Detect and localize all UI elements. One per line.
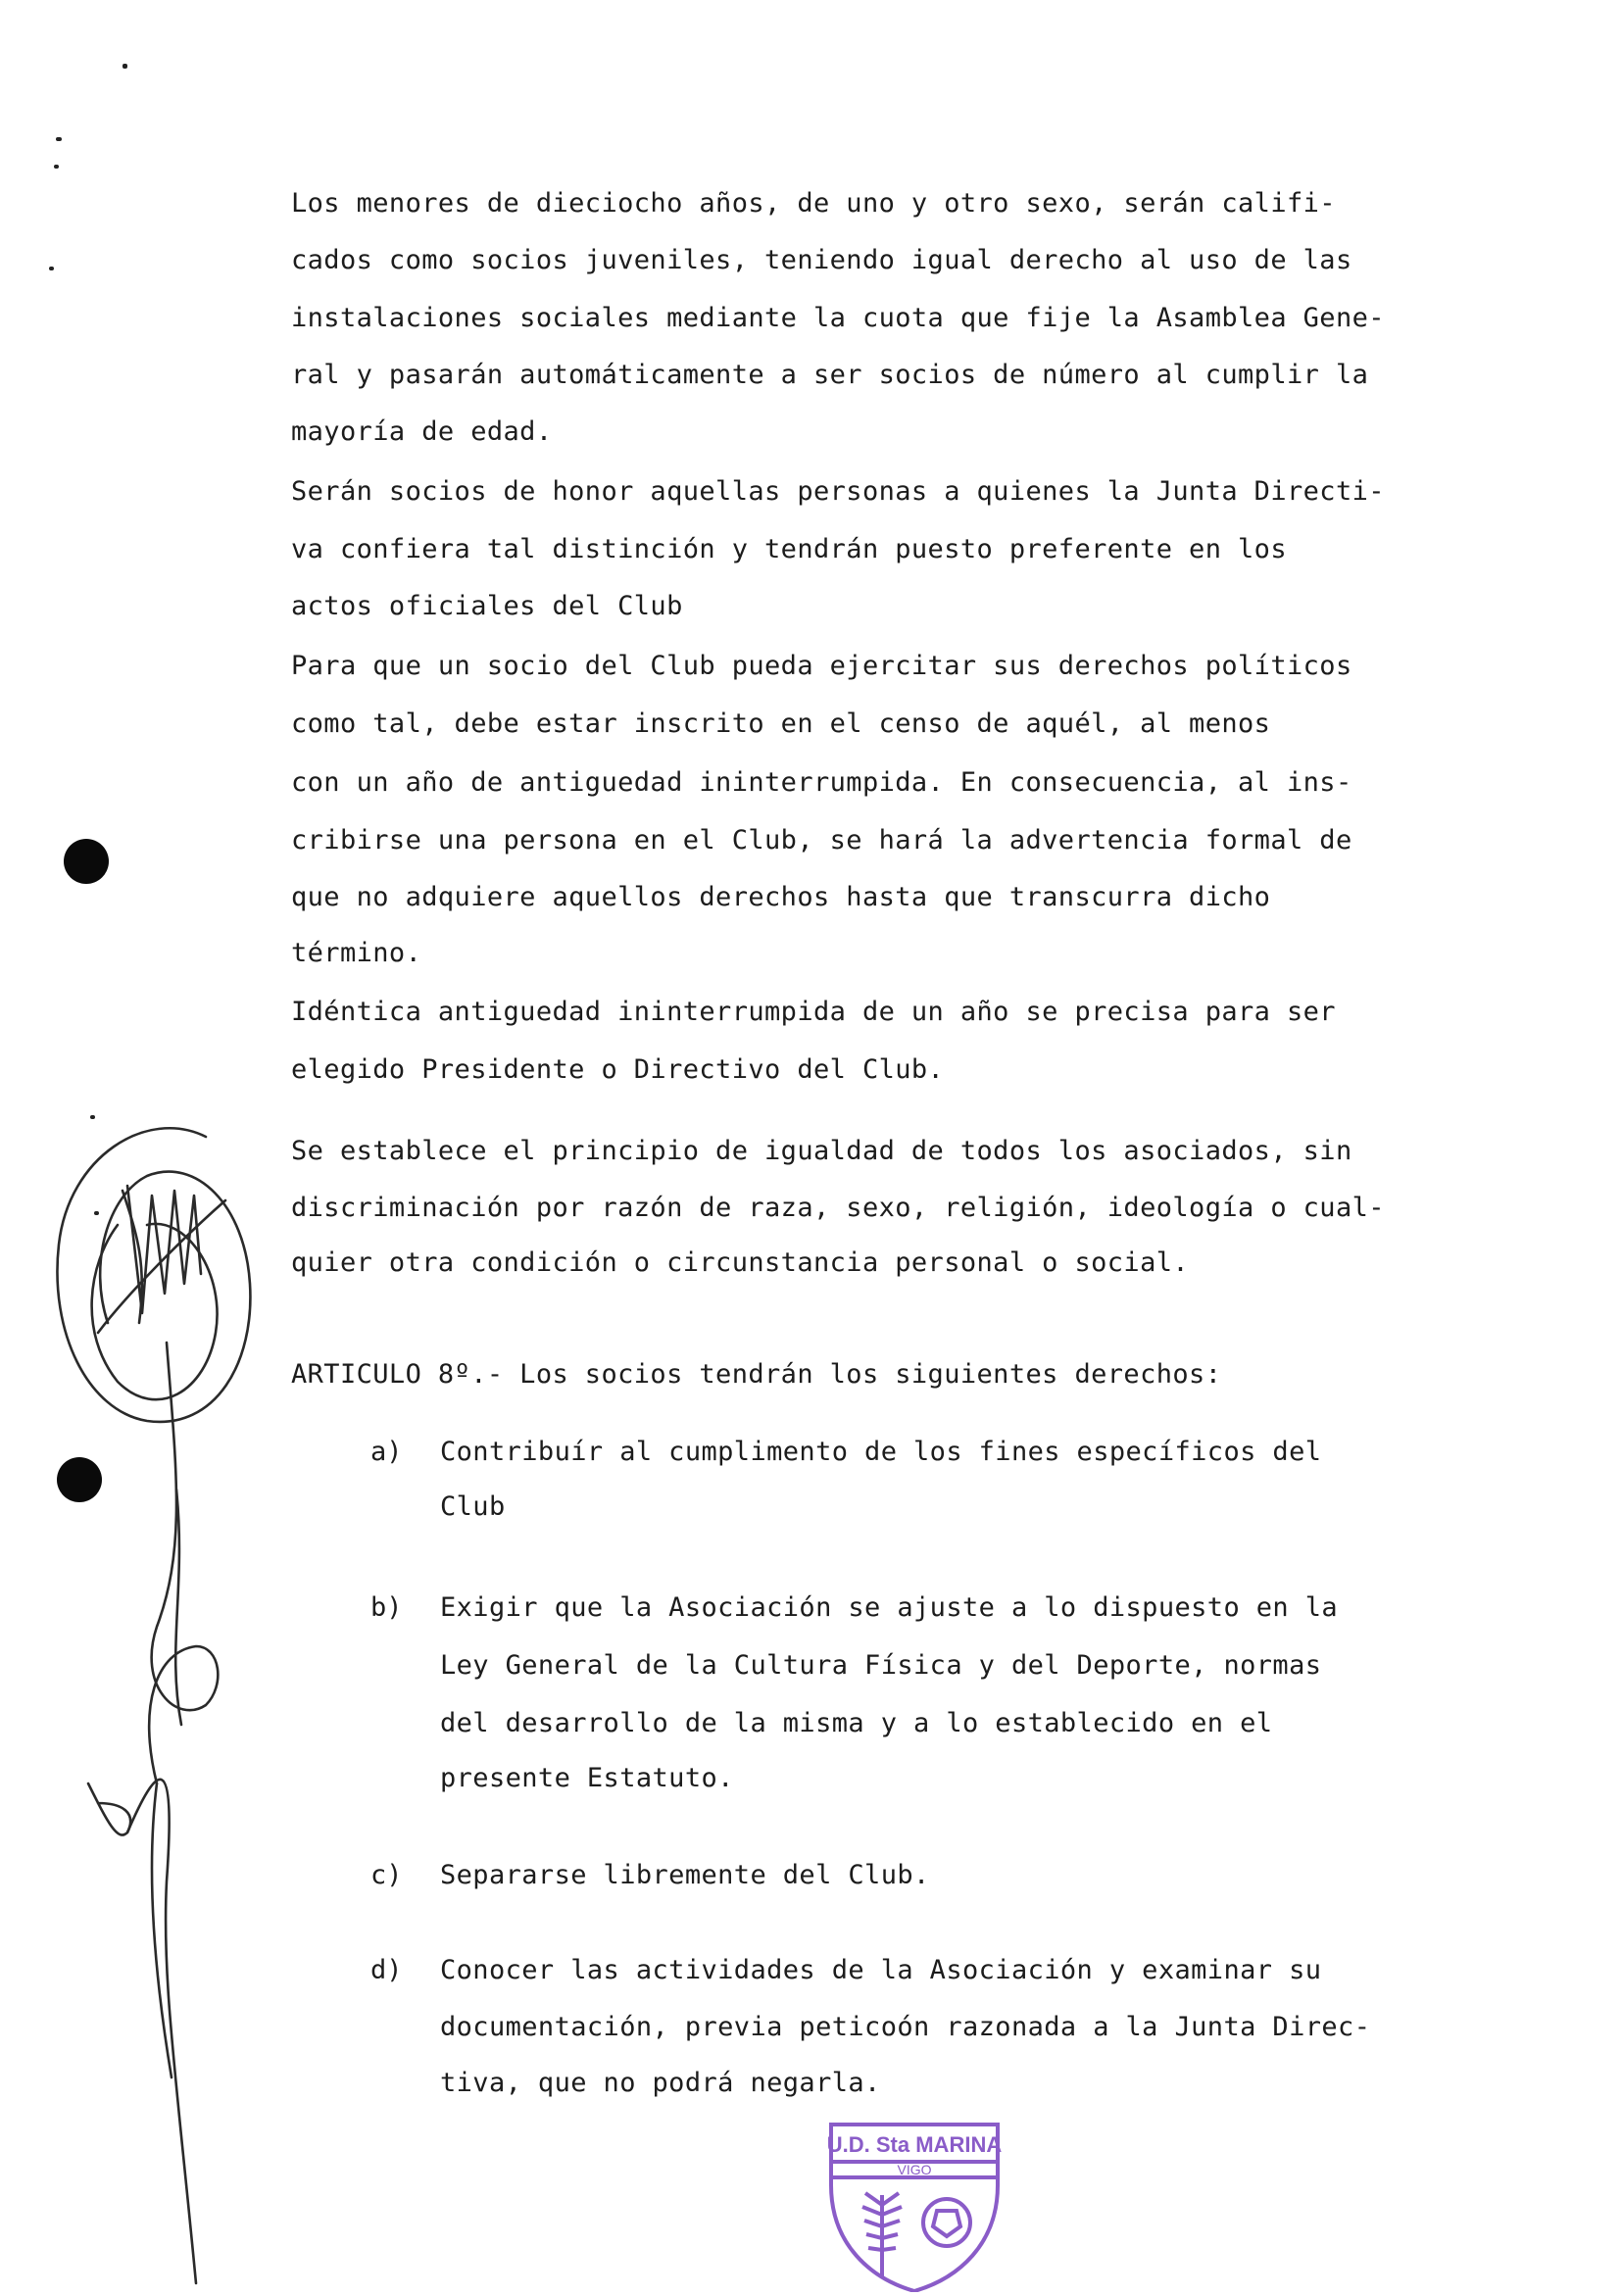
paragraph-1-line: Los menores de dieciocho años, de uno y otro sexo, serán califi- [291, 188, 1336, 219]
list-item-line: presente Estatuto. [440, 1763, 734, 1793]
paragraph-4-line: elegido Presidente o Directivo del Club. [291, 1054, 945, 1085]
punch-hole-top [64, 839, 109, 884]
list-item-line: Club [440, 1491, 506, 1522]
list-item-letter: c) [370, 1860, 403, 1890]
paragraph-3-line: cribirse una persona en el Club, se hará la advertencia formal de [291, 825, 1352, 855]
paragraph-3-line: con un año de antiguedad ininterrumpida. En consecuencia, al ins- [291, 767, 1352, 798]
list-item-letter: a) [370, 1437, 403, 1467]
margin-speck [56, 137, 62, 141]
list-item-line: Contribuír al cumplimento de los fines específicos del [440, 1437, 1322, 1467]
list-item-line: del desarrollo de la misma y a lo establecido en el [440, 1708, 1273, 1738]
paragraph-1-line: instalaciones sociales mediante la cuota que fije la Asamblea Gene- [291, 303, 1385, 333]
paragraph-2-line: actos oficiales del Club [291, 591, 683, 621]
list-item-letter: d) [370, 1955, 403, 1985]
list-item-letter: b) [370, 1592, 403, 1623]
paragraph-2-line: va confiera tal distinción y tendrán puesto preferente en los [291, 534, 1287, 564]
list-item-line: Separarse libremente del Club. [440, 1860, 930, 1890]
paragraph-3-line: como tal, debe estar inscrito en el censo de aquél, al menos [291, 708, 1271, 739]
paragraph-1-line: ral y pasarán automáticamente a ser socios de número al cumplir la [291, 360, 1369, 390]
club-crest-icon [821, 2117, 1007, 2292]
list-item-line: Conocer las actividades de la Asociación y examinar su [440, 1955, 1322, 1985]
paragraph-1-line: cados como socios juveniles, teniendo igual derecho al uso de las [291, 245, 1352, 275]
paragraph-3-line: Para que un socio del Club pueda ejercitar sus derechos políticos [291, 651, 1352, 681]
article-heading: ARTICULO 8º.- Los socios tendrán los siguientes derechos: [291, 1359, 1222, 1390]
stamp-city-text: VIGO [897, 2162, 932, 2177]
list-item-line: documentación, previa peticoón razonada a la Junta Direc- [440, 2012, 1371, 2042]
paragraph-5-line: discriminación por razón de raza, sexo, religión, ideología o cual- [291, 1193, 1385, 1223]
paragraph-5-line: Se establece el principio de igualdad de todos los asociados, sin [291, 1136, 1352, 1166]
list-item-line: Exigir que la Asociación se ajuste a lo dispuesto en la [440, 1592, 1339, 1623]
margin-speck [54, 165, 59, 169]
paragraph-3-line: término. [291, 938, 422, 968]
club-stamp [821, 2117, 1007, 2292]
handwritten-signature [29, 1098, 284, 2292]
list-item-line: tiva, que no podrá negarla. [440, 2068, 881, 2098]
margin-speck [49, 267, 54, 270]
paragraph-5-line: quier otra condición o circunstancia personal o social. [291, 1247, 1190, 1278]
margin-speck [123, 64, 127, 69]
list-item-line: Ley General de la Cultura Física y del Deporte, normas [440, 1650, 1322, 1681]
paragraph-1-line: mayoría de edad. [291, 416, 553, 447]
paragraph-3-line: que no adquiere aquellos derechos hasta que transcurra dicho [291, 882, 1271, 912]
paragraph-4-line: Idéntica antiguedad ininterrumpida de un año se precisa para ser [291, 997, 1336, 1027]
paragraph-2-line: Serán socios de honor aquellas personas a quienes la Junta Directi- [291, 476, 1385, 507]
stamp-top-text: U.D. Sta MARINA [826, 2132, 1003, 2157]
